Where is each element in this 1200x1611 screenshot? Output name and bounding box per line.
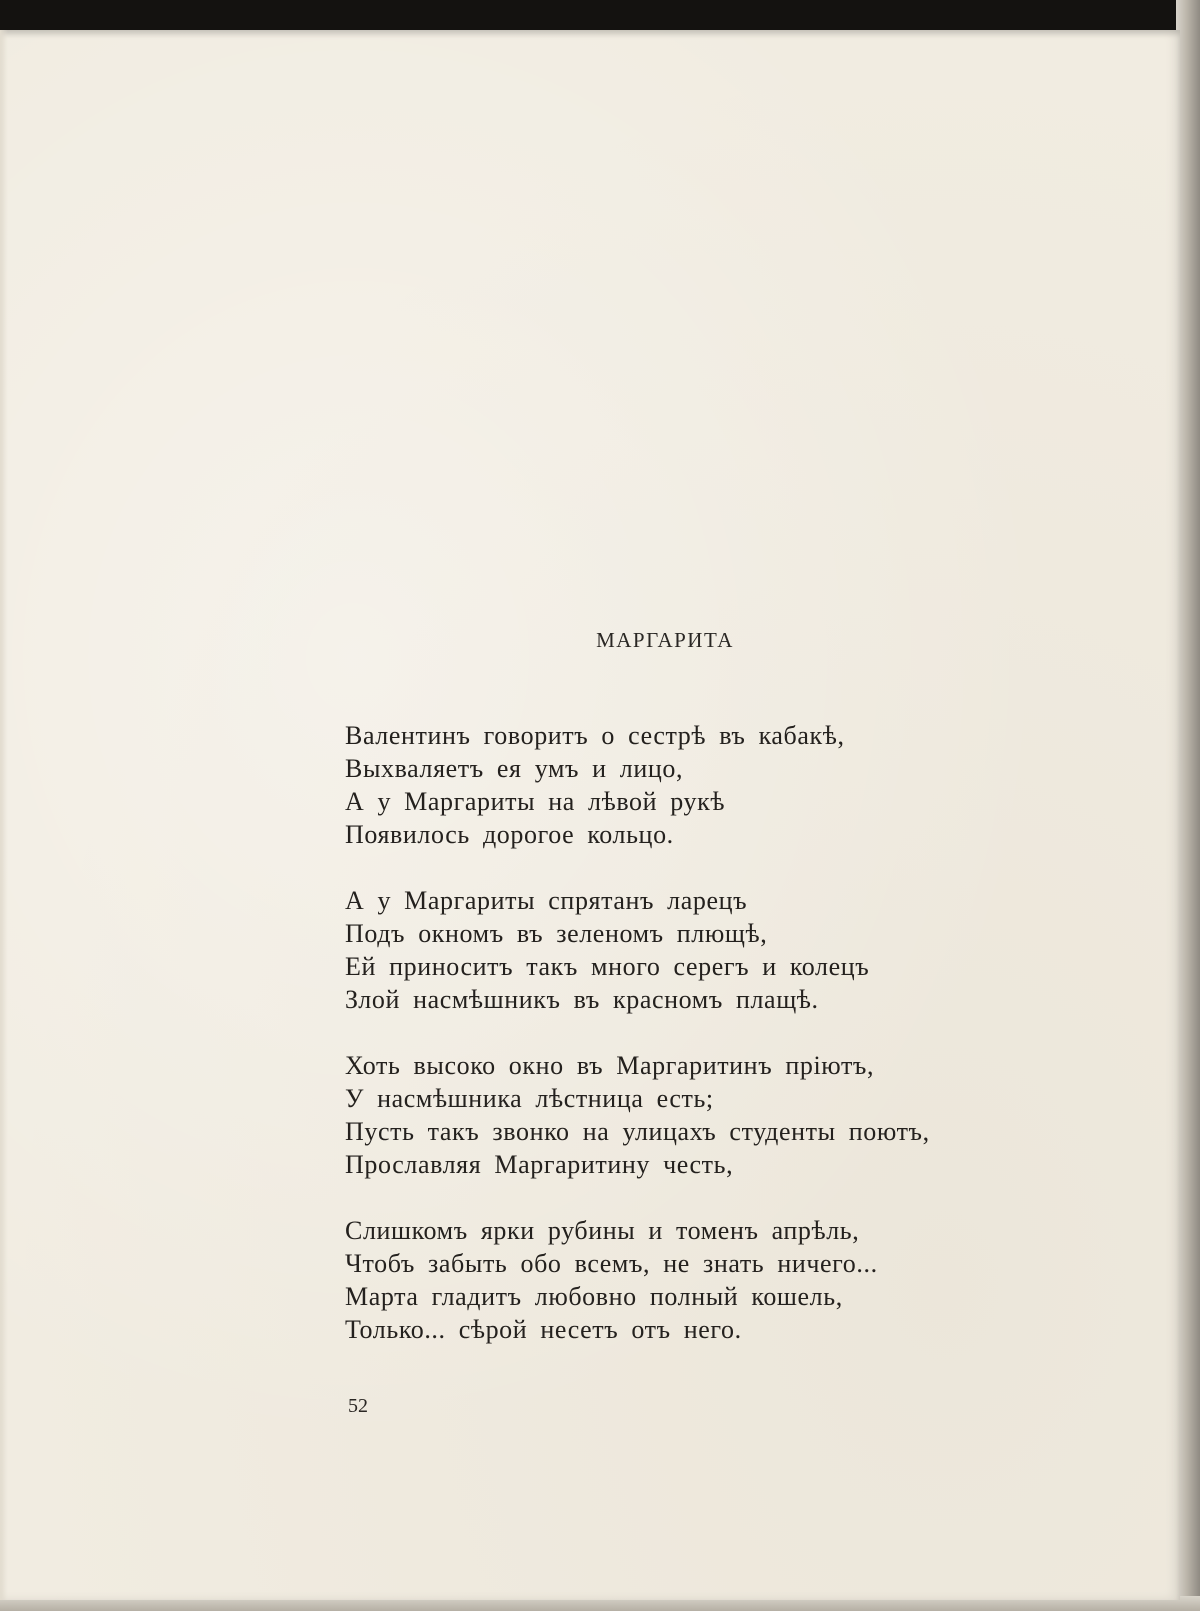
poem-line: Появилось дорогое кольцо. xyxy=(345,820,674,849)
poem-line: Ей приноситъ такъ много серегъ и колецъ xyxy=(345,952,870,981)
poem-line: Слишкомъ ярки рубины и томенъ апрѣль, xyxy=(345,1216,860,1245)
poem-line: Чтобъ забыть обо всемъ, не знать ничего... xyxy=(345,1249,878,1278)
poem-line: Злой насмѣшникъ въ красномъ плащѣ. xyxy=(345,985,819,1014)
poem-line: Выхваляетъ ея умъ и лицо, xyxy=(345,754,684,783)
poem-line: Хоть высоко окно въ Маргаритинъ пріютъ, xyxy=(345,1051,875,1080)
poem-body xyxy=(345,719,1045,1379)
poem-line: Валентинъ говоритъ о сестрѣ въ кабакѣ, xyxy=(345,721,845,750)
poem-line: Пусть такъ звонко на улицахъ студенты поютъ, xyxy=(345,1117,930,1146)
poem-line: Марта гладитъ любовно полный кошель, xyxy=(345,1282,843,1311)
scan-top-border xyxy=(0,0,1200,34)
stanza-1 xyxy=(345,719,1045,851)
poem-line: Подъ окномъ въ зеленомъ плющѣ, xyxy=(345,919,768,948)
poem-line: У насмѣшника лѣстница есть; xyxy=(345,1084,714,1113)
page-number: 52 xyxy=(348,1395,368,1417)
poem-line: А у Маргариты на лѣвой рукѣ xyxy=(345,787,726,816)
poem-line: А у Маргариты спрятанъ ларецъ xyxy=(345,886,748,915)
poem-line: Прославляя Маргаритину честь, xyxy=(345,1150,734,1179)
poem-title: МАРГАРИТА xyxy=(596,628,734,652)
poem-line: Только... сѣрой несетъ отъ него. xyxy=(345,1315,742,1344)
stanza-3 xyxy=(345,1049,1045,1181)
stanza-2 xyxy=(345,884,1045,1016)
page-left-edge xyxy=(0,30,8,1600)
stanza-4 xyxy=(345,1214,1045,1346)
